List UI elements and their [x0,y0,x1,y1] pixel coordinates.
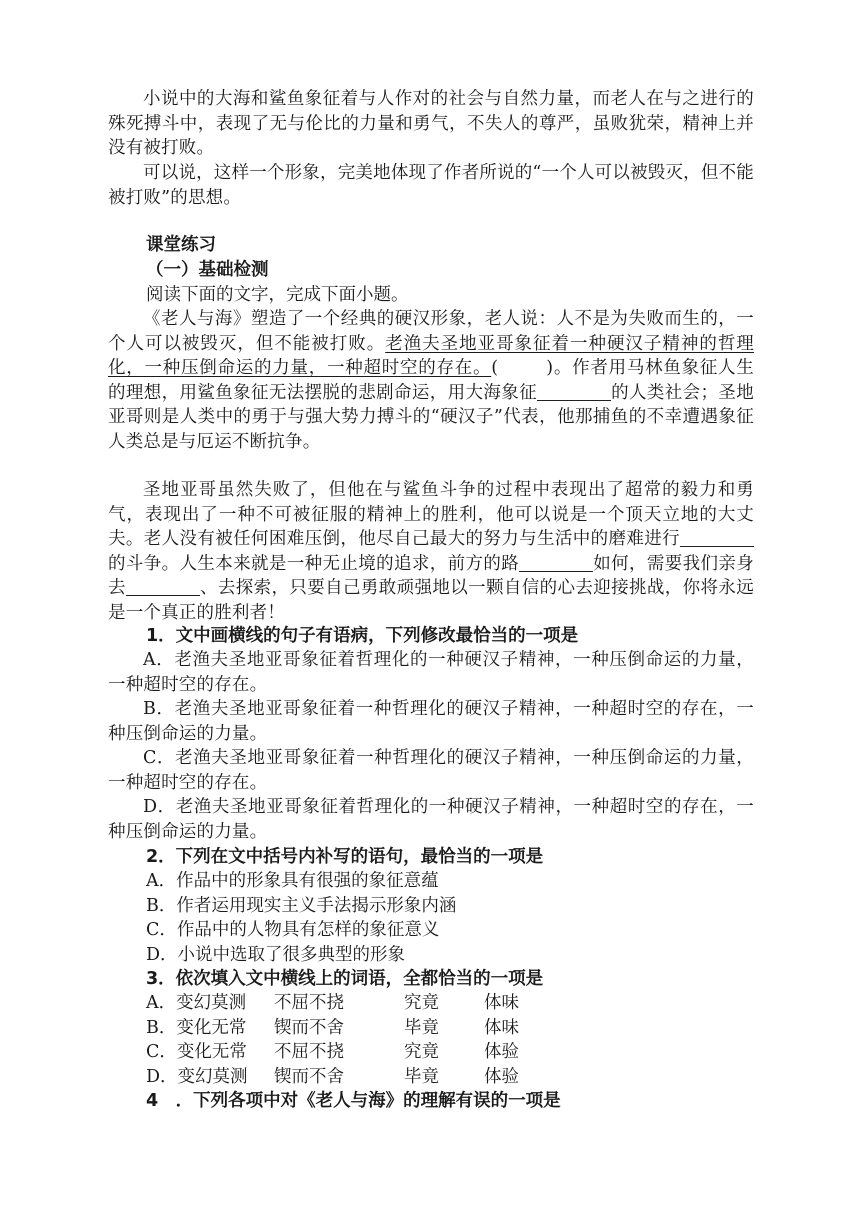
passage-p1-mid: 作者用马林鱼象征人生的理想，用鲨鱼象征无法摆脱的悲剧命运，用大海象征 [108,358,755,403]
q3-a-word-2: 不屈不挠 [274,993,344,1013]
q3-b-word-3: 毕竟 [404,1018,439,1038]
fill-blank-3 [519,553,593,572]
question-3-option-c [108,1040,754,1064]
intro-paragraph-2: 可以说，这样一个形象，完美地体现了作者所说的“一个人可以被毁灭，但不能被打败”的思想。 [108,163,754,208]
passage-p1-end: 的人类社会；圣地亚哥则是人类中的勇于与强大势力搏斗的“硬汉子”代表，他那捕鱼的不幸遭遇象征人类总是与厄运不断抗争。 [108,382,754,452]
q3-b-word-4: 体味 [484,1018,519,1038]
fill-blank-4 [126,577,200,596]
passage-paragraph-2 [108,478,754,625]
question-1-option-a: A．老渔夫圣地亚哥象征着哲理化的一种硬汉子精神，一种压倒命运的力量，一种超时空的存在。 [108,650,754,695]
question-3-stem: 3．依次填入文中横线上的词语，全都恰当的一项是 [146,969,544,989]
fill-blank-2 [680,528,754,547]
question-1-option-b: B．老渔夫圣地亚哥象征着一种哲理化的硬汉子精神，一种超时空的存在，一种压倒命运的力量。 [108,699,754,744]
fill-blank-1 [537,382,611,401]
question-4-stem: 4 ．下列各项中对《老人与海》的理解有误的一项是 [146,1091,561,1111]
paren-close: )。 [546,358,573,378]
passage-p1-start: 《老人与海》塑造了一个经典的硬汉形象，老人说：人不是为失败而生的，一个人可以被毁灭，但不能被打败。 [108,309,754,354]
q3-b-word-1: B．变化无常 [146,1018,247,1038]
passage-p2-c: 、去探索，只要自己勇敢顽强地以一颗自信的心去迎接挑战，你将永远是一个真正的胜利者！ [108,578,754,623]
question-2-stem: 2．下列在文中括号内补写的语句，最恰当的一项是 [146,847,544,867]
q3-a-word-3: 究竟 [404,993,439,1013]
intro-paragraph-1: 小说中的大海和鲨鱼象征着与人作对的社会与自然力量，而老人在与之进行的殊死搏斗中，表现了无与伦比的力量和勇气，不失人的尊严，虽败犹荣，精神上并没有被打败。 [108,89,754,158]
question-3-option-d [108,1065,754,1089]
question-2-option-a: A．作品中的形象具有很强的象征意蕴 [146,871,439,891]
question-1-stem: 1．文中画横线的句子有语病，下列修改最恰当的一项是 [146,626,579,646]
q3-b-word-2: 锲而不舍 [274,1018,344,1038]
question-3-option-a [108,991,754,1015]
passage-p2-b: 如何，需要我们亲身去 [108,553,754,598]
q3-c-word-4: 体验 [484,1042,519,1062]
question-3-option-b [108,1016,754,1040]
q3-c-word-1: C．变化无常 [146,1042,247,1062]
question-1-option-c: C．老渔夫圣地亚哥象征着一种哲理化的硬汉子精神，一种压倒命运的力量，一种超时空的存在。 [108,748,754,793]
section-heading: 课堂练习 [146,235,216,255]
question-2-option-b: B．作者运用现实主义手法揭示形象内涵 [146,896,457,916]
instruction-text: 阅读下面的文字，完成下面小题。 [146,285,409,305]
q3-c-word-2: 不屈不挠 [274,1042,344,1062]
passage-p2-a: 的斗争。人生本来就是一种无止境的追求，前方的路 [108,553,520,574]
q3-c-word-3: 究竟 [404,1042,439,1062]
q3-d-word-2: 锲而不舍 [274,1067,344,1087]
section-subheading: （一）基础检测 [146,260,269,280]
paren-open: ( [491,358,499,378]
q3-a-word-1: A．变幻莫测 [146,993,247,1013]
passage-p2-start: 圣地亚哥虽然失败了，但他在与鲨鱼斗争的过程中表现出了超常的毅力和勇气，表现出了一种不可被征服的精神上的胜利，他可以说是一个顶天立地的大丈夫。老人没有被任何困难压倒，他尽自己最大的努力与生活中的磨难进行 [108,480,754,549]
q3-d-word-3: 毕竟 [404,1067,439,1087]
question-2-option-d: D．小说中选取了很多典型的形象 [146,945,406,965]
question-1-option-d: D．老渔夫圣地亚哥象征着哲理化的一种硬汉子精神，一种超时空的存在，一种压倒命运的力量。 [108,797,755,842]
q3-d-word-4: 体验 [484,1067,519,1087]
q3-d-word-1: D．变幻莫测 [146,1067,248,1087]
passage-paragraph-1 [108,307,754,454]
underlined-sentence: 老渔夫圣地亚哥象征着一种硬汉子精神的哲理化，一种压倒命运的力量，一种超时空的存在。 [108,333,755,378]
question-2-option-c: C．作品中的人物具有怎样的象征意义 [146,920,440,940]
q3-a-word-4: 体味 [484,993,519,1013]
